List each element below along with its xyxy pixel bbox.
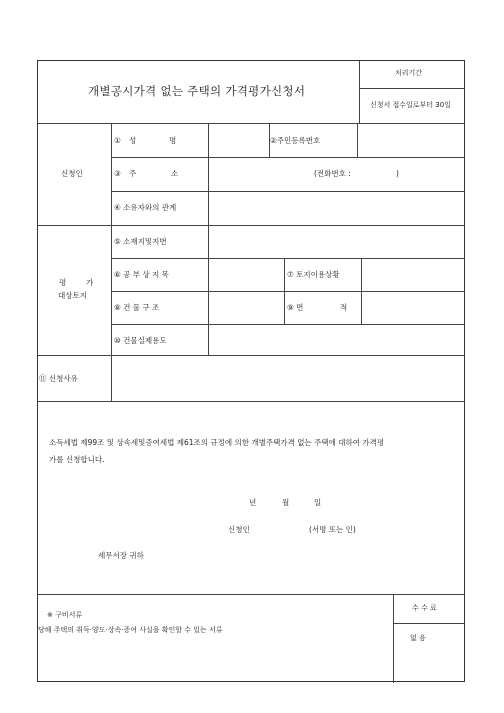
divider	[359, 88, 465, 89]
name-label-number: ①	[114, 136, 121, 145]
area-field[interactable]	[362, 292, 465, 323]
property-section-label-2: 가	[86, 278, 94, 287]
land-category-field[interactable]	[209, 259, 283, 290]
fee-label: 수 수 료	[412, 604, 437, 612]
location-label: ⑤ 소재지및지번	[114, 237, 167, 246]
property-section-label-3: 대상토지	[58, 291, 87, 300]
structure-field[interactable]	[209, 292, 283, 323]
address-label-part-1: 주	[129, 169, 137, 178]
reason-label: ⑪ 신청사유	[39, 374, 78, 383]
rrn-label: ②주민등록번호	[270, 136, 321, 145]
reason-field[interactable]	[112, 356, 465, 400]
form-title: 개별공시가격 없는 주택의 가격평가신청서	[88, 84, 306, 98]
land-use-field[interactable]	[362, 259, 465, 290]
divider	[284, 258, 285, 324]
relation-label: ④ 소유자와의 관계	[114, 203, 177, 212]
area-label-part-2: 적	[340, 303, 348, 312]
divider	[359, 61, 360, 123]
area-label-part-1: ⑨ 면	[287, 303, 304, 312]
required-docs-text: 당해 주택의 취득·양도·상속·증여 사실을 확인할 수 있는 서류	[38, 626, 223, 634]
building-use-field[interactable]	[209, 325, 465, 354]
name-label-part-2: 명	[169, 136, 177, 145]
property-section-label-1: 평	[59, 278, 67, 287]
address-label-part-2: 소	[171, 169, 179, 178]
fee-value: 없 음	[410, 634, 426, 642]
date-year-label: 년	[249, 498, 257, 507]
applicant-section-label: 신청인	[61, 169, 83, 178]
application-form	[37, 60, 465, 682]
land-use-label: ⑦ 토지이용상황	[287, 270, 340, 279]
name-label-part-1: 성	[129, 136, 137, 145]
processing-period-value: 신청서 접수일로부터 30일	[370, 101, 451, 109]
signer-label: 신청인	[228, 525, 250, 534]
phone-label: (전화번호 :	[314, 169, 351, 178]
divider	[393, 623, 465, 624]
rrn-field[interactable]	[358, 124, 464, 156]
phone-close: )	[396, 169, 399, 178]
divider	[38, 594, 465, 595]
required-docs-title: ※ 구비서류	[47, 611, 83, 619]
divider	[393, 594, 394, 683]
statement-line-2: 가를 신청합니다.	[49, 455, 105, 464]
divider	[38, 401, 465, 402]
address-label-number: ③	[114, 169, 121, 178]
processing-period-label: 처리기간	[395, 69, 423, 77]
land-category-label: ⑥ 공 부 상 지 목	[114, 270, 169, 279]
date-day-label: 일	[314, 498, 322, 507]
statement-line-1: 소득세법 제99조 및 상속세및증여세법 제61조의 규정에 의한 개별주택가격 없는 주택에 대하여 가격평	[49, 438, 385, 447]
structure-label: ⑧ 건 물 구 조	[114, 303, 160, 312]
relation-field[interactable]	[209, 192, 465, 224]
date-month-label: 월	[282, 498, 290, 507]
addressee: 세무서장 귀하	[98, 551, 144, 560]
building-use-label: ⑩ 건물실제용도	[114, 336, 167, 345]
location-field[interactable]	[209, 226, 465, 257]
signature-note: (서명 또는 인)	[309, 525, 356, 534]
name-field[interactable]	[209, 124, 268, 156]
